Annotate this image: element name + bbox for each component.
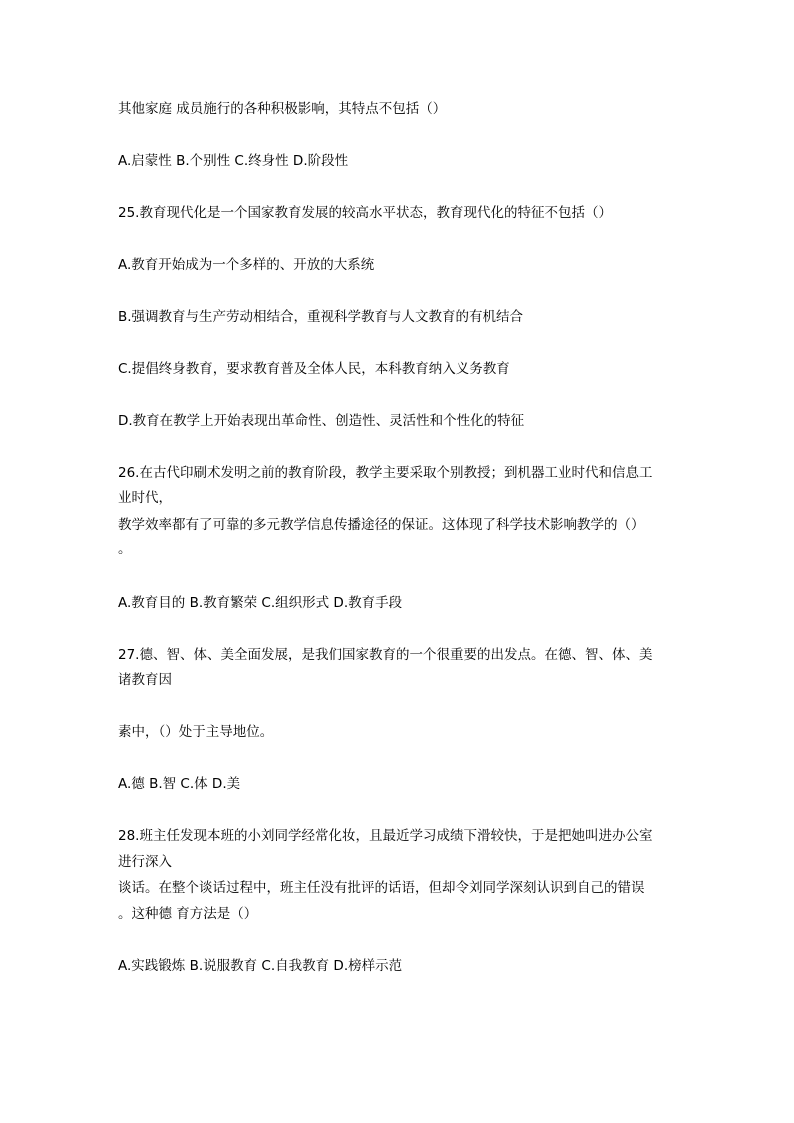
question-26-options: A.教育目的 B.教育繁荣 C.组织形式 D.教育手段	[118, 595, 403, 611]
question-26-stem-line-3: 教学效率都有了可靠的多元教学信息传播途径的保证。这体现了科学技术影响教学的（）	[118, 517, 645, 533]
question-27-stem-line-3: 素中，（）处于主导地位。	[118, 724, 274, 740]
question-24-options: A.启蒙性 B.个别性 C.终身性 D.阶段性	[118, 153, 349, 169]
question-28-stem-line-3: 谈话。在整个谈话过程中，班主任没有批评的话语，但却令刘同学深刻认识到自己的错误	[118, 880, 645, 896]
question-27-stem-line-1: 27.德、智、体、美全面发展，是我们国家教育的一个很重要的出发点。在德、智、体、美	[118, 647, 653, 663]
question-28-stem-line-2: 进行深入	[118, 854, 172, 870]
question-24-stem: 其他家庭 成员施行的各种积极影响，其特点不包括（）	[118, 101, 447, 117]
question-28-stem-line-1: 28.班主任发现本班的小刘同学经常化妆，且最近学习成绩下滑较快，于是把她叫进办公室	[118, 828, 653, 844]
question-26-stem-line-1: 26.在古代印刷术发明之前的教育阶段，教学主要采取个别教授；到机器工业时代和信息工	[118, 465, 653, 481]
question-26-stem-line-2: 业时代，	[118, 490, 172, 506]
question-25-option-d: D.教育在教学上开始表现出革命性、创造性、灵活性和个性化的特征	[118, 413, 525, 429]
question-26-stem-line-4: 。	[118, 541, 132, 557]
question-28-stem-line-4: 。这种德 育方法是（）	[118, 906, 258, 922]
question-25-option-a: A.教育开始成为一个多样的、开放的大系统	[118, 257, 375, 273]
question-25-option-b: B.强调教育与生产劳动相结合，重视科学教育与人文教育的有机结合	[118, 309, 524, 325]
question-28-options: A.实践锻炼 B.说服教育 C.自我教育 D.榜样示范	[118, 958, 403, 974]
question-27-options: A.德 B.智 C.体 D.美	[118, 776, 241, 792]
question-27-stem-line-2: 诸教育因	[118, 672, 172, 688]
question-25-stem: 25.教育现代化是一个国家教育发展的较高水平状态，教育现代化的特征不包括（）	[118, 205, 612, 221]
question-25-option-c: C.提倡终身教育，要求教育普及全体人民，本科教育纳入义务教育	[118, 361, 510, 377]
